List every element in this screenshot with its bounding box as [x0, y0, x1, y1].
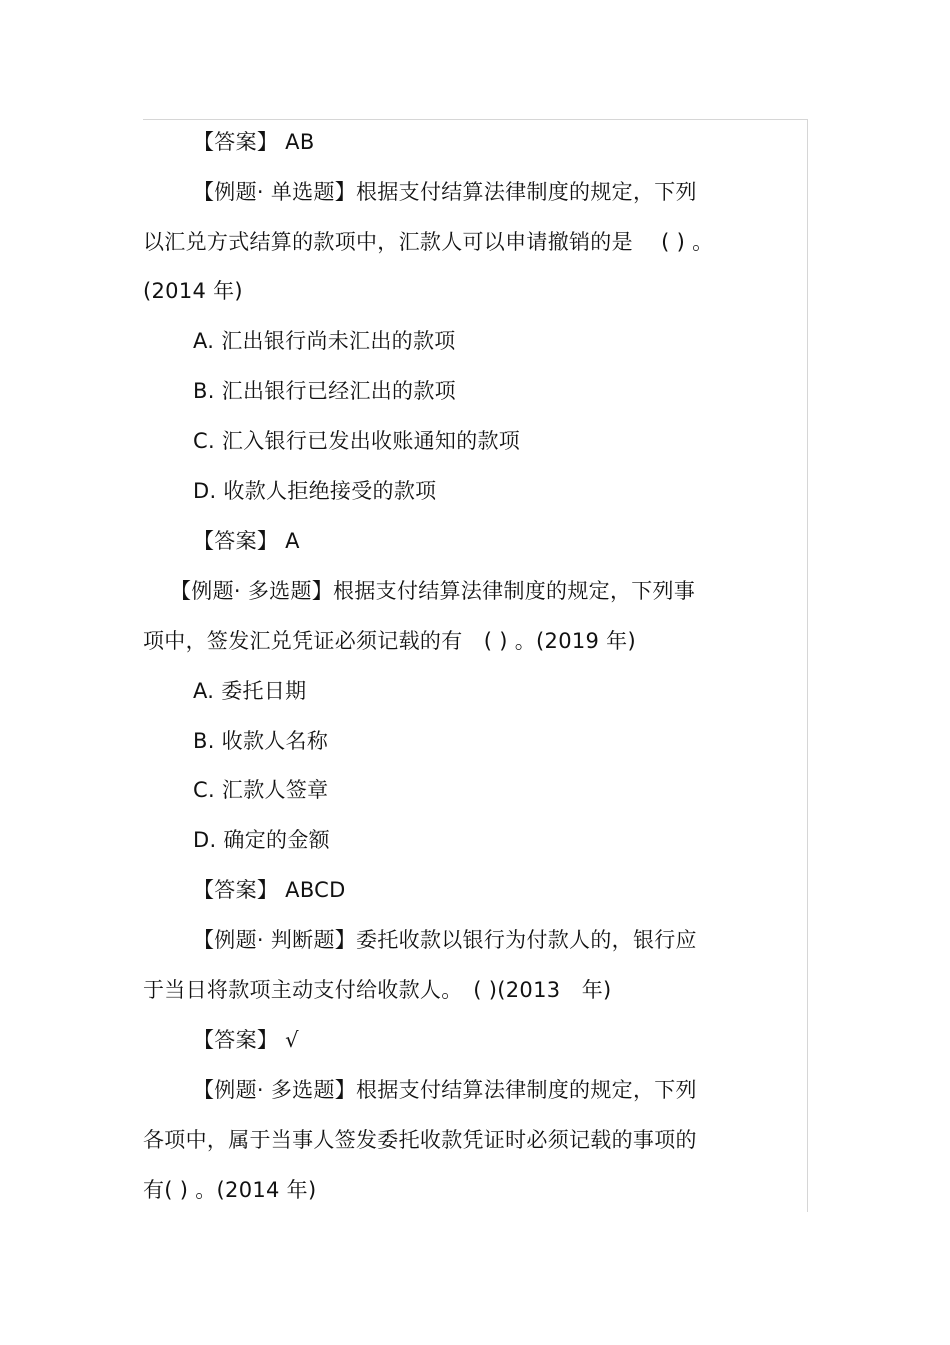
question-2-option-b: B. 汇出银行已经汇出的款项 [193, 379, 456, 403]
question-3-stem-cont: 项中，签发汇兑凭证必须记载的有 ( ) 。(2019 年) [143, 629, 636, 653]
answer-3: 【答案】 ABCD [193, 878, 346, 902]
question-2-option-a: A. 汇出银行尚未汇出的款项 [193, 329, 456, 353]
question-5-stem-cont: 各项中，属于当事人签发委托收款凭证时必须记载的事项的 [143, 1128, 697, 1152]
question-5-year: 有( ) 。(2014 年) [143, 1178, 317, 1202]
question-2-stem-cont: 以汇兑方式结算的款项中，汇款人可以申请撤销的是 ( ) 。 [143, 230, 714, 254]
answer-1: 【答案】 AB [193, 130, 315, 154]
answer-2: 【答案】 A [193, 529, 300, 553]
question-2-stem: 【例题· 单选题】根据支付结算法律制度的规定，下列 [193, 180, 697, 204]
question-3-option-b: B. 收款人名称 [193, 729, 329, 753]
question-2-year: (2014 年) [143, 279, 243, 303]
question-2-option-c: C. 汇入银行已发出收账通知的款项 [193, 429, 521, 453]
question-3-stem: 【例题· 多选题】根据支付结算法律制度的规定，下列事 [170, 579, 696, 603]
question-4-stem-cont: 于当日将款项主动支付给收款人。 ( )(2013 年) [143, 978, 612, 1002]
answer-4: 【答案】 √ [193, 1028, 299, 1052]
question-3-option-c: C. 汇款人签章 [193, 778, 329, 802]
question-5-stem: 【例题· 多选题】根据支付结算法律制度的规定，下列 [193, 1078, 697, 1102]
question-4-stem: 【例题· 判断题】委托收款以银行为付款人的，银行应 [193, 928, 697, 952]
question-3-option-d: D. 确定的金额 [193, 828, 330, 852]
question-3-option-a: A. 委托日期 [193, 679, 307, 703]
question-2-option-d: D. 收款人拒绝接受的款项 [193, 479, 437, 503]
